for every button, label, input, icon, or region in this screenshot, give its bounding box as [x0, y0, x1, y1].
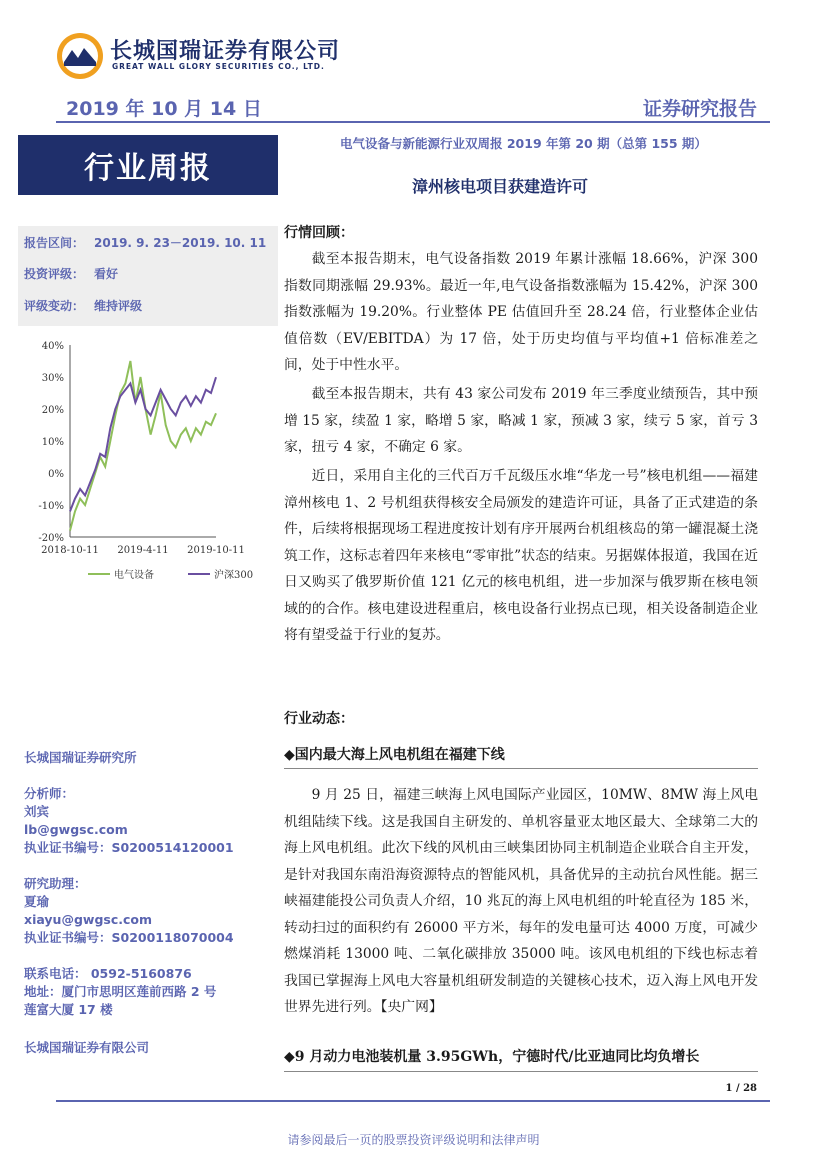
institute-name: 长城国瑞证券研究所: [24, 750, 137, 765]
company-name-en: GREAT WALL GLORY SECURITIES CO., LTD.: [112, 62, 325, 71]
meta-change: [24, 297, 142, 314]
meta-rating: [24, 265, 118, 282]
chart-y-tick-label: 20%: [41, 405, 64, 416]
chart-series-line-1: [70, 361, 216, 531]
news-item-2-title: ◆9 月动力电池装机量 3.95GWh，宁德时代/比亚迪同比均负增长: [284, 1049, 700, 1065]
chart-legend-label: 电气设备: [114, 570, 154, 581]
company-name-cn: 长城国瑞证券有限公司: [110, 39, 341, 64]
news-item-1-title: ◆国内最大海上风电机组在福建下线: [284, 747, 505, 763]
news-item-2-divider: [284, 1071, 758, 1072]
report-title: 漳州核电项目获建造许可: [412, 177, 589, 196]
meta-rating-value: 看好: [94, 267, 119, 281]
assistant-email: xiayu@gwgsc.com: [24, 912, 153, 927]
document-type: 证券研究报告: [642, 98, 757, 120]
footer-disclaimer: 请参阅最后一页的股票投资评级说明和法律声明: [287, 1133, 540, 1147]
chart-x-tick-label: 2018-10-11: [41, 545, 99, 556]
meta-period-value: 2019. 9. 23－2019. 10. 11: [94, 236, 267, 250]
chart-legend-label: 沪深300: [214, 570, 254, 581]
chart-y-tick-label: 10%: [41, 437, 64, 448]
review-heading: 行情回顾：: [284, 225, 354, 241]
chart-series-line-2: [70, 377, 216, 511]
meta-change-value: 维持评级: [94, 299, 143, 313]
contact-phone: 联系电话： 0592-5160876: [24, 966, 192, 981]
report-subtitle: 电气设备与新能源行业双周报 2019 年第 20 期（总第 155 期）: [340, 136, 707, 151]
footer-divider: [56, 1100, 770, 1102]
contact-address-2: 莲富大厦 17 楼: [24, 1002, 113, 1017]
chart-x-tick-label: 2019-10-11: [187, 545, 245, 556]
chart-x-tick-label: 2019-4-11: [117, 545, 169, 556]
analyst-cert: 执业证书编号：S0200514120001: [24, 840, 234, 855]
analyst-name: 刘宾: [24, 804, 50, 819]
chart-y-tick-label: -20%: [38, 533, 64, 544]
report-date: 2019 年 10 月 14 日: [66, 98, 262, 120]
news-item-1-body: 9 月 25 日，福建三峡海上风电国际产业园区，10MW、8MW 海上风电机组陆续下线。这是我国自主研发的、单机容量亚太地区最大、全球第二大的海上风电机组。此次下线的风机由三峡集团协同主机制造企业联合自主开发，是针对我国东南沿海资源特点的智能风机，具备优异的主动抗台风性能。据三峡福建能投公司负责人介绍，10 兆瓦的海上风电机组的叶轮直径为 185 米，转动扫过的面积约有 26000 平方米，每年的发电量可达 4000 万度，可减少燃煤消耗 13000 吨、二氧化碳排放 35000 吨。该风电机组的下线也标志着我国已掌握海上风电大容量机组研发制造的关键核心技术，迈入海上风电开发世界先进行列。【央广网】: [284, 787, 758, 1015]
index-performance-chart: [18, 332, 278, 597]
analyst-email: lb@gwgsc.com: [24, 822, 128, 837]
assistant-name: 夏瑜: [24, 894, 50, 909]
contact-address-1: 地址：厦门市思明区莲前西路 2 号: [24, 984, 217, 999]
chart-y-tick-label: 40%: [41, 341, 64, 352]
news-heading: 行业动态：: [284, 711, 354, 727]
review-paragraph-2: 截至本报告期末，共有 43 家公司发布 2019 年三季度业绩预告，其中预增 15 家，续盈 1 家，略增 5 家，略减 1 家，预减 3 家，续亏 5 家，首亏 3 家，扭亏 4 家，不确定 6 家。: [284, 386, 758, 455]
weekly-label-box: 行业周报: [18, 135, 278, 195]
sidebar-company: 长城国瑞证券有限公司: [24, 1040, 150, 1055]
chart-y-tick-label: -10%: [38, 501, 64, 512]
review-paragraph-3: 近日，采用自主化的三代百万千瓦级压水堆“华龙一号”核电机组——福建漳州核电 1、2 号机组获得核安全局颁发的建造许可证，具备了正式建造的条件，后续将根据现场工程进度按计划有序开展两台机组核岛的第一罐混凝土浇筑工作，这标志着四年来核电“零审批”状态的结束。另据媒体报道，我国在近日又购买了俄罗斯价值 121 亿元的核电机组，进一步加深与俄罗斯在核电领域的的合作。核电建设进程重启，核电设备行业拐点已现，相关设备制造企业将有望受益于行业的复苏。: [284, 468, 758, 643]
meta-change-label: 评级变动：: [24, 299, 85, 313]
chart-y-tick-label: 30%: [41, 373, 64, 384]
review-paragraph-1: 截至本报告期末，电气设备指数 2019 年累计涨幅 18.66%，沪深 300 指数同期涨幅 29.93%。最近一年,电气设备指数涨幅为 15.42%，沪深 300 指数涨幅为 19.20%。行业整体 PE 估值回升至 28.24 倍，行业整体企业估值倍数（EV/EBITDA）为 17 倍，处于历史均值与平均值+1 倍标准差之间，处于中性水平。: [284, 251, 758, 373]
meta-rating-label: 投资评级：: [24, 267, 85, 281]
assistant-cert: 执业证书编号：S0200118070004: [24, 930, 234, 945]
assistant-label: 研究助理：: [24, 876, 87, 891]
company-logo-icon: [56, 32, 104, 80]
analyst-label: 分析师：: [24, 786, 75, 801]
meta-period: [24, 234, 266, 251]
header-divider: [56, 121, 770, 123]
chart-y-tick-label: 0%: [48, 469, 64, 480]
news-item-1-divider: [284, 768, 758, 769]
page-number: 1 / 28: [725, 1083, 757, 1094]
meta-period-label: 报告区间：: [24, 236, 85, 250]
